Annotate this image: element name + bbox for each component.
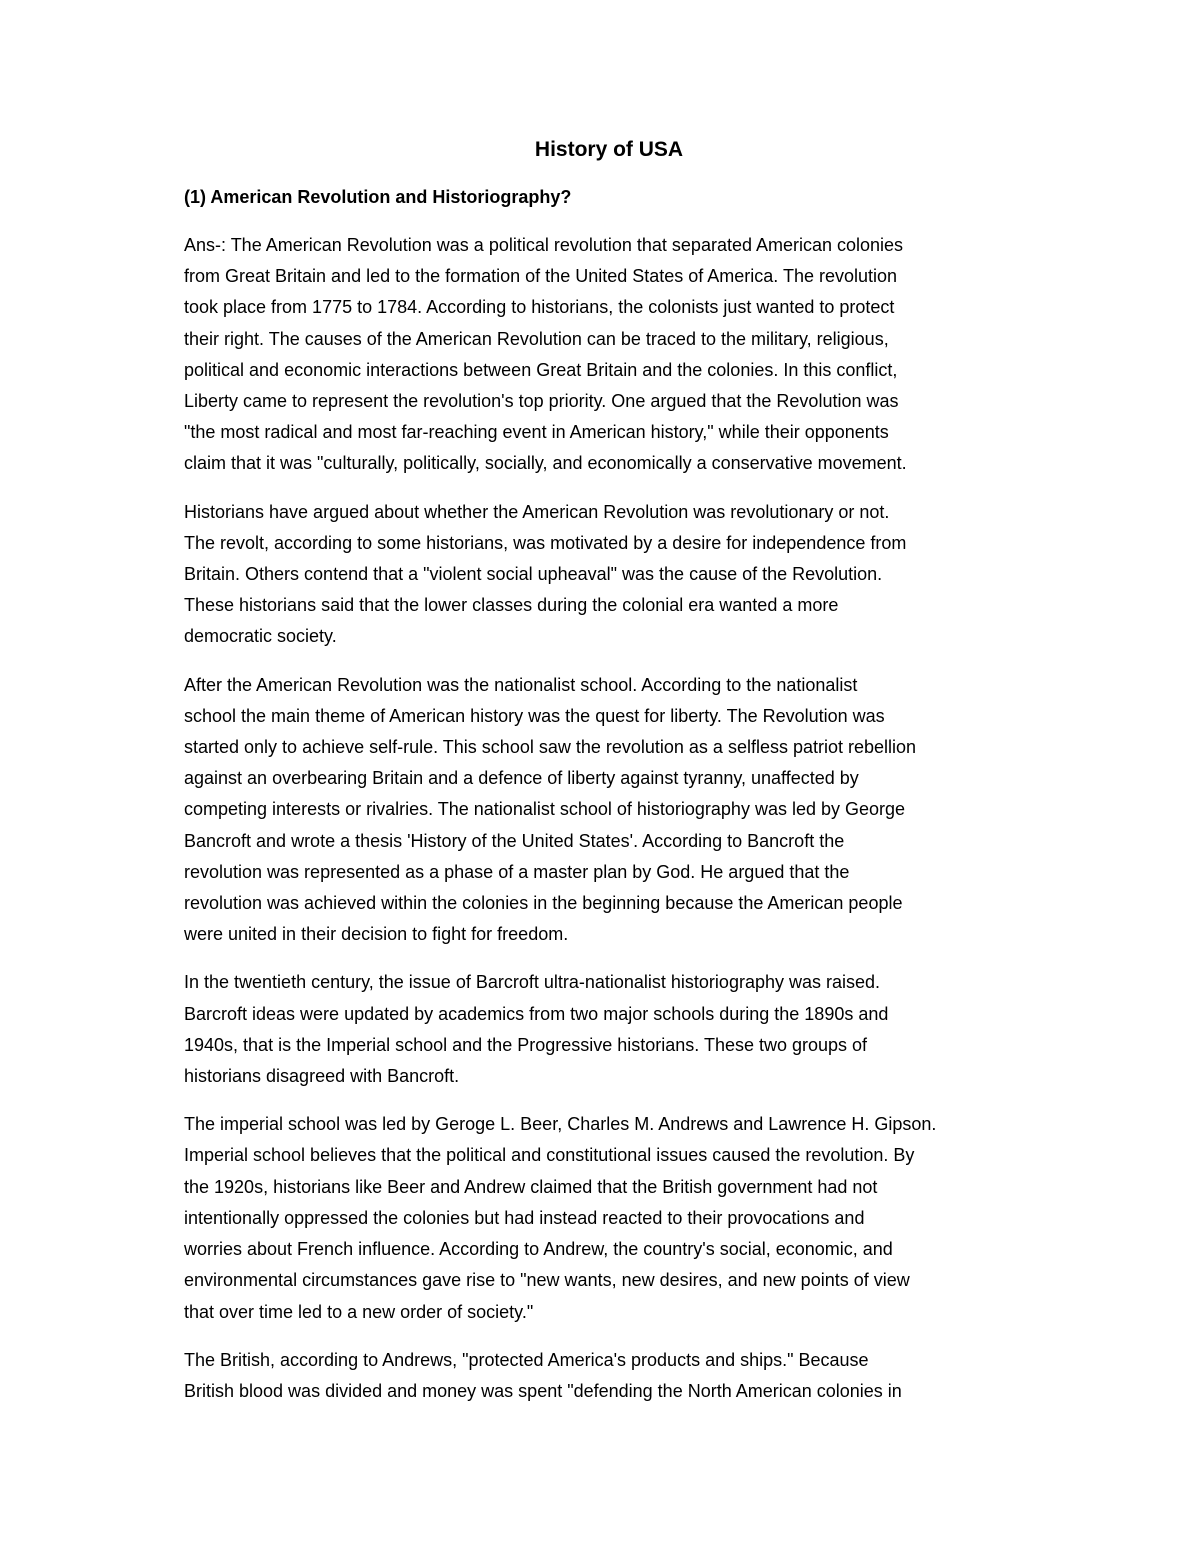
document-page <box>184 132 1034 1424</box>
paragraph-line: These historians said that the lower classes during the colonial era wanted a more <box>184 595 839 616</box>
paragraph-line: After the American Revolution was the nationalist school. According to the nationalist <box>184 674 858 695</box>
paragraph-line: were united in their decision to fight for freedom. <box>184 924 569 945</box>
paragraph-line: the 1920s, historians like Beer and Andrew claimed that the British government had not <box>184 1176 878 1197</box>
paragraph-line: took place from 1775 to 1784. According to historians, the colonists just wanted to protect <box>184 297 895 318</box>
paragraph-line: against an overbearing Britain and a defence of liberty against tyranny, unaffected by <box>184 768 859 789</box>
paragraph-line: Barcroft ideas were updated by academics from two major schools during the 1890s and <box>184 1003 889 1024</box>
paragraph-line: claim that it was "culturally, politically, socially, and economically a conservative movement. <box>184 453 907 474</box>
paragraph-line: British blood was divided and money was spent "defending the North American colonies in <box>184 1380 902 1401</box>
paragraph-line: school the main theme of American history was the quest for liberty. The Revolution was <box>184 705 885 726</box>
paragraph-line: Britain. Others contend that a "violent social upheaval" was the cause of the Revolution. <box>184 564 883 585</box>
paragraph-line: The imperial school was led by Geroge L. Beer, Charles M. Andrews and Lawrence H. Gipson. <box>184 1114 937 1135</box>
paragraph-line: that over time led to a new order of society." <box>184 1301 534 1322</box>
document-body <box>184 230 1034 1407</box>
paragraph-line: competing interests or rivalries. The nationalist school of historiography was led by George <box>184 799 906 820</box>
paragraph-line: started only to achieve self-rule. This school saw the revolution as a selfless patriot rebellion <box>184 737 917 758</box>
paragraph-line: In the twentieth century, the issue of Barcroft ultra-nationalist historiography was raised. <box>184 972 881 993</box>
paragraph-line: Historians have argued about whether the American Revolution was revolutionary or not. <box>184 501 890 522</box>
document-title: History of USA <box>534 138 684 161</box>
question-heading: (1) American Revolution and Historiography? <box>184 187 572 207</box>
paragraph-line: Ans-: The American Revolution was a political revolution that separated American colonies <box>184 235 904 255</box>
paragraph-line: environmental circumstances gave rise to "new wants, new desires, and new points of view <box>184 1270 910 1291</box>
paragraph-line: their right. The causes of the American Revolution can be traced to the military, religious, <box>184 328 889 349</box>
paragraph-line: from Great Britain and led to the formation of the United States of America. The revolution <box>184 266 898 287</box>
paragraph-line: worries about French influence. According to Andrew, the country's social, economic, and <box>184 1239 893 1260</box>
paragraph-line: political and economic interactions between Great Britain and the colonies. In this conflict, <box>184 359 898 380</box>
paragraph-line: revolution was represented as a phase of a master plan by God. He argued that the <box>184 861 850 882</box>
paragraph-line: revolution was achieved within the colonies in the beginning because the American people <box>184 893 903 914</box>
paragraph-line: democratic society. <box>184 626 337 647</box>
paragraph-line: Bancroft and wrote a thesis 'History of the United States'. According to Bancroft the <box>184 830 845 851</box>
paragraph <box>184 230 1034 480</box>
paragraph-line: intentionally oppressed the colonies but had instead reacted to their provocations and <box>184 1207 865 1228</box>
paragraph-line: The revolt, according to some historians, was motivated by a desire for independence from <box>184 532 907 553</box>
paragraph <box>184 1109 1034 1327</box>
paragraph <box>184 1345 1034 1407</box>
paragraph <box>184 670 1034 951</box>
paragraph-line: historians disagreed with Bancroft. <box>184 1066 460 1087</box>
paragraph <box>184 967 1034 1092</box>
paragraph <box>184 497 1034 653</box>
paragraph-line: Imperial school believes that the political and constitutional issues caused the revolution. By <box>184 1145 915 1166</box>
paragraph-line: 1940s, that is the Imperial school and the Progressive historians. These two groups of <box>184 1034 868 1055</box>
paragraph-line: "the most radical and most far-reaching event in American history," while their opponents <box>184 422 889 443</box>
paragraph-line: The British, according to Andrews, "protected America's products and ships." Because <box>184 1349 869 1370</box>
paragraph-line: Liberty came to represent the revolution's top priority. One argued that the Revolution was <box>184 391 899 412</box>
